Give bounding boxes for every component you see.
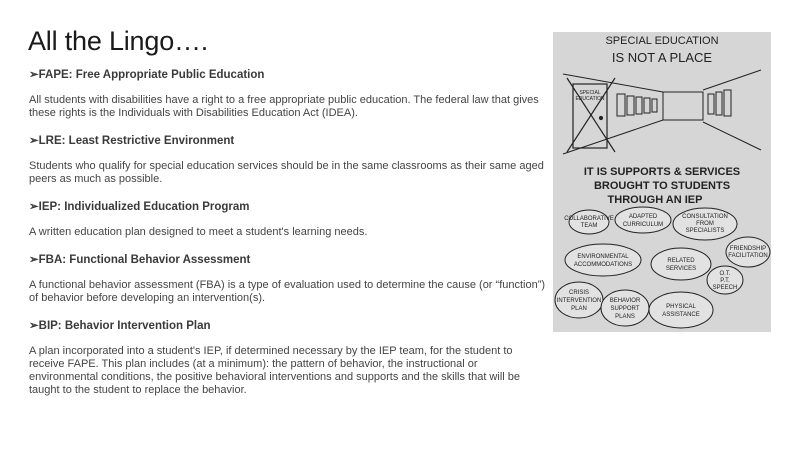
cloud-adapted-2: CURRICULUM [622, 222, 664, 228]
term-description: A written education plan designed to meet a student's learning needs. [29, 226, 368, 238]
term-description: A functional behavior assessment (FBA) is a type of evaluation used to determine the cause (or “function”) of behavior before developing an intervention(s). [29, 279, 546, 304]
cloud-physical-1: PHYSICAL [666, 304, 696, 310]
term-description: All students with disabilities have a right to a free appropriate public education. The federal law that gives these rights is the Individuals with Disabilities Education Act (IDEA). [29, 94, 539, 119]
cartoon-tagline-1: IT IS SUPPORTS & SERVICES [583, 166, 741, 178]
term-fba [29, 253, 549, 305]
bullet-arrow-icon: ➢ [29, 201, 39, 213]
bullet-arrow-icon: ➢ [29, 69, 39, 81]
cloud-ot-2: P.T. [720, 278, 730, 284]
cloud-behavior-3: PLANS [615, 314, 635, 320]
bullet-arrow-icon: ➢ [29, 254, 39, 266]
cloud-consult-1: CONSULTATION [682, 214, 728, 220]
cloud-env-2: ACCOMMODATIONS [573, 262, 633, 268]
term-iep [29, 200, 549, 239]
term-lre [29, 134, 549, 186]
special-education-cartoon [553, 32, 771, 332]
term-description: A plan incorporated into a student's IEP, if determined necessary by the IEP team, for the student to receive FAPE. This plan includes (at a minimum): the pattern of behavior, the instructional or environmental conditions, the positive behavioral interventions and supports and the skills that will be taught to the student to replace the behavior. [29, 345, 521, 396]
cloud-related-1: RELATED [667, 258, 695, 264]
term-heading: ➢FBA: Functional Behavior Assessment [29, 254, 251, 266]
cartoon-headline-1: SPECIAL EDUCATION [605, 35, 719, 47]
cloud-behavior-1: BEHAVIOR [609, 298, 641, 304]
door-sign-line-2: EDUCATION [575, 96, 605, 102]
cartoon-tagline-2: BROUGHT TO STUDENTS [593, 180, 731, 192]
cartoon-headline-2: IS NOT A PLACE [611, 50, 713, 65]
bullet-arrow-icon: ➢ [29, 320, 39, 332]
slide-title: All the Lingo…. [28, 26, 209, 56]
cloud-consult-2: FROM [696, 221, 714, 227]
cloud-ot-1: O.T. [719, 271, 731, 277]
cartoon-tagline-3: THROUGH AN IEP [607, 194, 703, 206]
cloud-env-1: ENVIRONMENTAL [577, 254, 629, 260]
cloud-ot-3: SPEECH [712, 285, 738, 291]
term-heading: ➢BIP: Behavior Intervention Plan [29, 320, 211, 332]
cloud-crisis-1: CRISIS [568, 290, 590, 296]
term-heading: ➢FAPE: Free Appropriate Public Education [29, 69, 265, 81]
cloud-adapted-1: ADAPTED [628, 214, 658, 220]
cloud-friend-1: FRIENDSHIP [729, 246, 767, 252]
term-heading: ➢IEP: Individualized Education Program [29, 201, 250, 213]
cartoon-illustration [553, 32, 771, 332]
lingo-list [29, 68, 549, 411]
cloud-physical-2: ASSISTANCE [662, 312, 700, 318]
cloud-collab-2: TEAM [580, 223, 598, 229]
cloud-consult-3: SPECIALISTS [685, 228, 725, 234]
cloud-friend-2: FACILITATION [728, 253, 768, 259]
term-heading: ➢LRE: Least Restrictive Environment [29, 135, 235, 147]
door-sign-line-1: SPECIAL [579, 90, 601, 96]
term-bip [29, 319, 549, 397]
cloud-crisis-2: INTERVENTION [556, 298, 602, 304]
cloud-related-2: SERVICES [665, 266, 697, 272]
term-fape [29, 68, 549, 120]
cloud-collab-1: COLLABORATIVE [564, 216, 614, 222]
cloud-behavior-2: SUPPORT [610, 306, 640, 312]
cloud-crisis-3: PLAN [571, 306, 587, 312]
term-description: Students who qualify for special education services should be in the same classrooms as their same aged peers as much as possible. [29, 160, 544, 185]
bullet-arrow-icon: ➢ [29, 135, 39, 147]
